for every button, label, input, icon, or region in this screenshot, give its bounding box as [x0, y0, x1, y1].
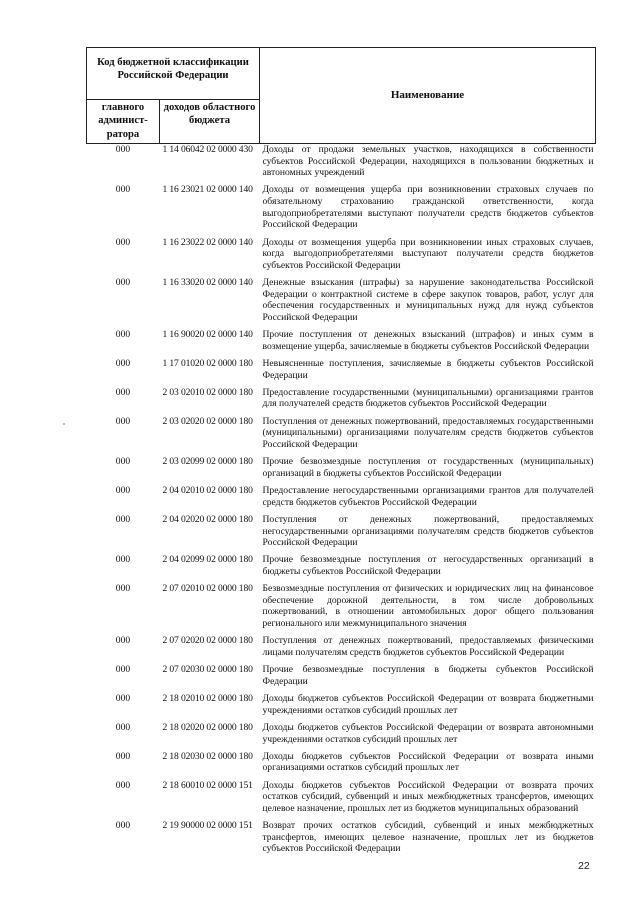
income-name-cell: Доходы бюджетов субъектов Российской Федерации от возврата прочих остатков субсидий, субвенций и иных межбюджетных трансфертов, имеющих целевое назначение, прошлых лет из бюджетов муниципальных образований	[262, 779, 594, 814]
admin-code-cell: 000	[115, 329, 131, 341]
admin-code-cell: 000	[115, 693, 131, 705]
table-row	[87, 751, 596, 780]
income-name-cell: Доходы от возмещения ущерба при возникновении иных страховых случаев, когда выгодоприобретателями выступают получатели средств бюджетов субъектов Российской Федерации	[262, 236, 594, 271]
admin-code-cell: 000	[115, 664, 131, 676]
table-row	[87, 416, 596, 456]
income-code-cell: 2 03 02020 02 0000 180	[162, 415, 253, 427]
income-code-cell: 1 16 90020 02 0000 140	[162, 329, 253, 341]
admin-code-cell: 000	[115, 277, 131, 288]
income-code-cell: 2 04 02010 02 0000 180	[162, 485, 253, 497]
income-name-cell: Возврат прочих остатков субсидий, субвенций и иных межбюджетных трансфертов, имеющих целевое назначение, прошлых лет из бюджетов субъектов Российской Федерации	[262, 820, 594, 855]
income-name-cell: Поступления от денежных пожертвований, предоставляемых государственными (муниципальными) организациями получателям средств бюджетов субъектов Российской Федерации	[262, 415, 594, 450]
income-code-cell: 1 14 06042 02 0000 430	[162, 144, 253, 155]
income-code-cell: 2 03 02099 02 0000 180	[162, 456, 253, 468]
admin-code-cell: 000	[115, 184, 131, 196]
admin-code-cell: 000	[115, 236, 131, 248]
income-name-cell: Предоставление государственными (муниципальными) организациями грантов для получателей средств бюджетов субъектов Российской Федерации	[262, 386, 594, 410]
table-row	[87, 514, 596, 554]
table-row	[87, 635, 596, 664]
table-row	[87, 485, 596, 514]
income-name-cell: Доходы бюджетов субъектов Российской Федерации от возврата автономными учреждениями остатков субсидий прошлых лет	[262, 721, 594, 745]
table-row	[87, 456, 596, 485]
table-body	[87, 144, 596, 861]
admin-code-cell: 000	[115, 456, 131, 468]
income-code-cell: 2 07 02020 02 0000 180	[162, 635, 253, 647]
income-code-cell: 1 16 33020 02 0000 140	[162, 277, 253, 288]
table-row	[87, 693, 596, 722]
admin-code-cell: 000	[115, 357, 131, 369]
table-row	[87, 144, 596, 185]
table-row	[87, 387, 596, 416]
income-name-cell: Доходы бюджетов субъектов Российской Федерации от возврата иными организациями остатков субсидий прошлых лет	[262, 750, 594, 774]
income-code-cell: 2 07 02030 02 0000 180	[162, 664, 253, 676]
income-name-cell: Невыясненные поступления, зачисляемые в бюджеты субъектов Российской Федерации	[262, 357, 594, 381]
admin-column-header: главного админист-ратора	[87, 100, 160, 144]
admin-code-cell: 000	[115, 779, 131, 791]
income-name-cell: Доходы от возмещения ущерба при возникновении страховых случаев по обязательному страхованию гражданской ответственности, когда выгодоприобретателями выступают получатели средств бюджетов субъектов Российской Федерации	[262, 184, 594, 231]
table-row	[87, 358, 596, 387]
table-row	[87, 277, 596, 329]
name-column-header: Наименование	[260, 48, 596, 144]
income-code-cell: 2 18 02030 02 0000 180	[162, 750, 253, 762]
table-row	[87, 820, 596, 860]
admin-code-cell: 000	[115, 415, 131, 427]
income-code-cell: 2 04 02020 02 0000 180	[162, 513, 253, 525]
admin-code-cell: 000	[115, 635, 131, 647]
income-code-cell: 2 03 02010 02 0000 180	[162, 386, 253, 398]
income-name-cell: Денежные взыскания (штрафы) за нарушение законодательства Российской Федерации о контрактной системе в сфере закупок товаров, работ, услуг для обеспечения государственных и муниципальных нужд для нужд субъектов Российской Федерации	[262, 277, 594, 323]
admin-code-cell: 000	[115, 820, 131, 832]
budget-classification-table	[86, 47, 596, 861]
income-name-cell: Поступления от денежных пожертвований, предоставляемых негосударственными организациями получателям средств бюджетов субъектов Российской Федерации	[262, 513, 594, 549]
admin-code-cell: 000	[115, 144, 131, 155]
table-row	[87, 237, 596, 277]
income-name-cell: Безвозмездные поступления от физических и юридических лиц на финансовое обеспечение дорожной деятельности, в том числе добровольных пожертвований, в отношении автомобильных дорог общего пользования регионального или межмуниципального значения	[262, 583, 594, 630]
admin-code-cell: 000	[115, 513, 131, 525]
income-name-cell: Прочие безвозмездные поступления от негосударственных организаций в бюджеты субъектов Российской Федерации	[262, 554, 594, 577]
table-row	[87, 554, 596, 583]
page-number: 22	[578, 860, 590, 872]
income-code-cell: 2 18 02020 02 0000 180	[162, 721, 253, 733]
income-name-cell: Поступления от денежных пожертвований, предоставляемых физическими лицами получателям средств бюджетов субъектов Российской Федерации	[262, 635, 594, 658]
income-code-cell: 2 04 02099 02 0000 180	[162, 554, 253, 566]
income-code-cell: 1 17 01020 02 0000 180	[162, 357, 253, 369]
income-code-cell: 2 19 90000 02 0000 151	[162, 820, 253, 832]
scan-speck	[63, 423, 65, 425]
admin-code-cell: 000	[115, 554, 131, 566]
admin-code-cell: 000	[115, 386, 131, 398]
table-row	[87, 184, 596, 236]
income-name-cell: Предоставление негосударственными организациями грантов для получателей средств бюджетов субъектов Российской Федерации	[262, 485, 594, 508]
table-row	[87, 664, 596, 693]
income-name-cell: Доходы бюджетов субъектов Российской Федерации от возврата бюджетными учреждениями остатков субсидий прошлых лет	[262, 693, 594, 716]
table-header	[87, 48, 596, 144]
admin-code-cell: 000	[115, 750, 131, 762]
income-name-cell: Доходы от продажи земельных участков, находящихся в собственности субъектов Российской Федерации, находящихся в пользовании бюджетных и автономных учреждений	[262, 144, 594, 179]
income-name-cell: Прочие безвозмездные поступления в бюджеты субъектов Российской Федерации	[262, 664, 594, 687]
table-row	[87, 722, 596, 751]
admin-code-cell: 000	[115, 721, 131, 733]
admin-code-cell: 000	[115, 583, 131, 595]
income-code-cell: 1 16 23021 02 0000 140	[162, 184, 253, 196]
table-row	[87, 583, 596, 635]
income-column-header: доходов областного бюджета	[160, 100, 260, 144]
admin-code-cell: 000	[115, 485, 131, 497]
income-code-cell: 1 16 23022 02 0000 140	[162, 236, 253, 248]
budget-code-header: Код бюджетной классификации Российской Федерации	[87, 48, 260, 100]
income-name-cell: Прочие поступления от денежных взысканий (штрафов) и иных сумм в возмещение ущерба, зачисляемые в бюджеты субъектов Российской Федерации	[262, 329, 594, 352]
income-code-cell: 2 18 60010 02 0000 151	[162, 779, 253, 791]
table-row	[87, 329, 596, 358]
table-row	[87, 780, 596, 820]
income-code-cell: 2 07 02010 02 0000 180	[162, 583, 253, 595]
income-name-cell: Прочие безвозмездные поступления от государственных (муниципальных) организаций в бюджеты субъектов Российской Федерации	[262, 456, 594, 479]
income-code-cell: 2 18 02010 02 0000 180	[162, 693, 253, 705]
